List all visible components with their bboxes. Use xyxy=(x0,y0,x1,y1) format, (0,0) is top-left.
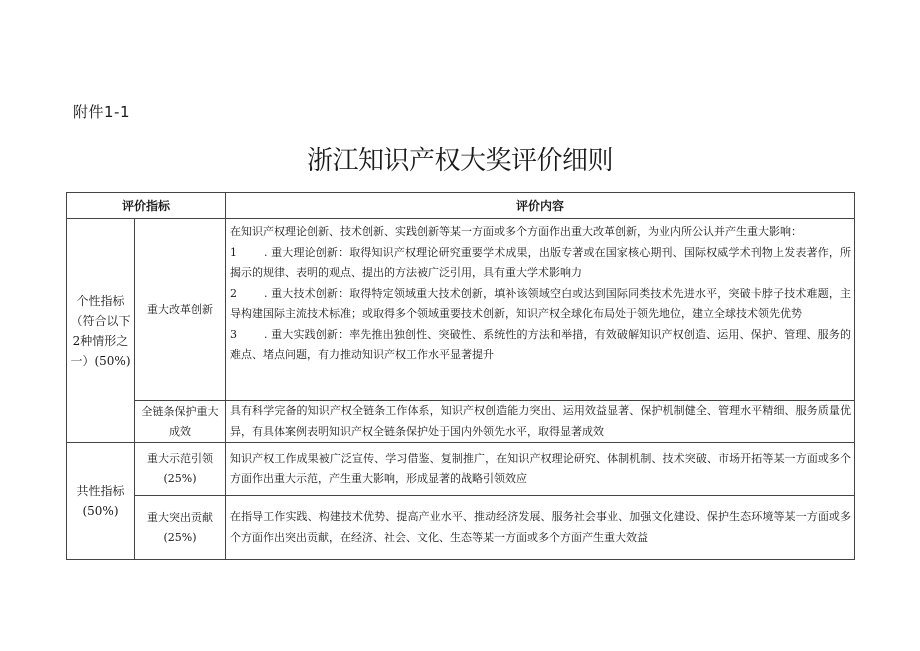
content-contribution: 在指导工作实践、构建技术优势、提高产业水平、推动经济发展、服务社会事业、加强文化建设、保护生态环境等某一方面或多个方面作出突出贡献，在经济、社会、文化、生态等某一方面或多个方面产生重大效益 xyxy=(226,496,855,560)
content-item-2: 2 . 重大技术创新：取得特定领域重大技术创新，填补该领域空白或达到国际同类技术先进水平，突破卡脖子技术难题，主导构建国际主流技术标准；或取得多个领域重要技术创新，知识产权全球化布局处于领先地位，建立全球技术领先优势 xyxy=(230,284,851,325)
indicator-contribution: 重大突出贡献(25%) xyxy=(135,496,226,560)
content-major-reform xyxy=(226,219,855,401)
header-content: 评价内容 xyxy=(226,193,855,219)
indicator-full-chain: 全链条保护重大成效 xyxy=(135,401,226,443)
document-title: 浙江知识产权大奖评价细则 xyxy=(306,146,613,176)
content-full-chain: 具有科学完备的知识产权全链条工作体系，知识产权创造能力突出、运用效益显著、保护机制健全、管理水平精细、服务质量优异，有具体案例表明知识产权全链条保护处于国内外领先水平，取得显著成效 xyxy=(226,401,855,443)
evaluation-table xyxy=(66,192,855,560)
content-item-3: 3 . 重大实践创新：率先推出独创性、突破性、系统性的方法和举措，有效破解知识产权创造、运用、保护、管理、服务的难点、堵点问题，有力推动知识产权工作水平显著提升 xyxy=(230,325,851,366)
attachment-label: 附件1-1 xyxy=(73,103,130,121)
content-intro: 在知识产权理论创新、技术创新、实践创新等某一方面或多个方面作出重大改革创新，为业内所公认并产生重大影响： xyxy=(230,225,802,238)
indicator-demonstration: 重大示范引领(25%) xyxy=(135,443,226,496)
item-number: 3 xyxy=(230,327,237,341)
content-item-1: 1 . 重大理论创新：取得知识产权理论研究重要学术成果，出版专著或在国家核心期刊、国际权威学术刊物上发表著作，所揭示的规律、表明的观点、提出的方法被广泛引用，具有重大学术影响力 xyxy=(230,243,851,284)
category-common: 共性指标(50%) xyxy=(67,443,135,560)
category-individual: 个性指标（符合以下2种情形之一）(50%) xyxy=(67,219,135,443)
content-demonstration: 知识产权工作成果被广泛宣传、学习借鉴、复制推广，在知识产权理论研究、体制机制、技术突破、市场开拓等某一方面或多个方面作出重大示范，产生重大影响，形成显著的战略引领效应 xyxy=(226,443,855,496)
header-indicator: 评价指标 xyxy=(67,193,226,219)
item-number: 1 xyxy=(230,245,237,259)
item-number: 2 xyxy=(230,286,237,300)
indicator-major-reform: 重大改革创新 xyxy=(135,219,226,401)
